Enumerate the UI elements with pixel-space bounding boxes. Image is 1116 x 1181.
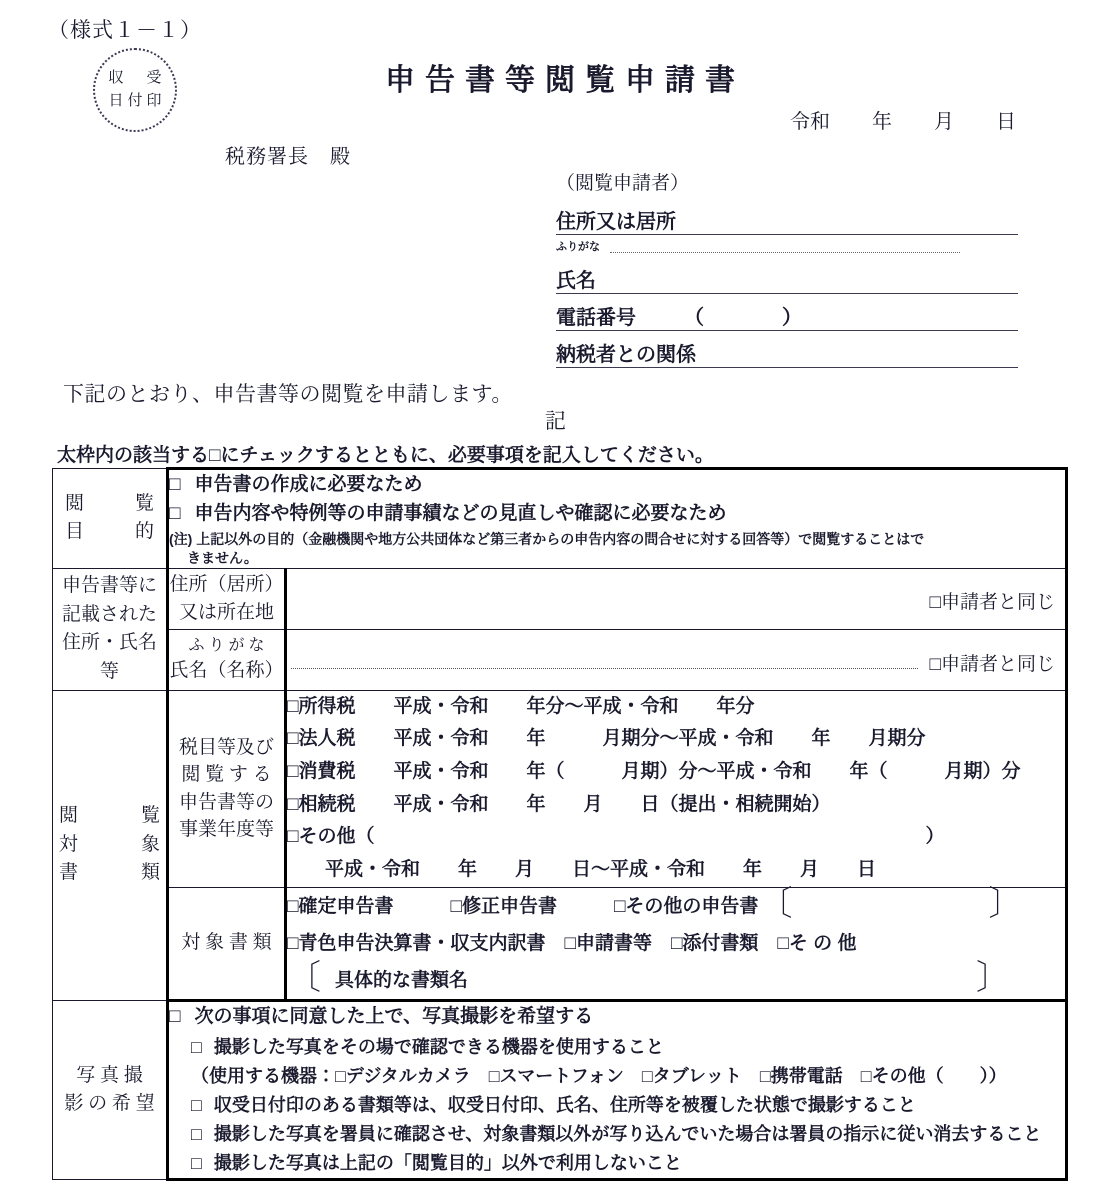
target-docs-label-cell [53,690,168,1000]
written-name-sublabel [168,629,286,690]
photo-label-cell [53,1000,168,1180]
photo-label-1: 写 真 撮 [76,1064,143,1086]
tax-row-other[interactable]: □その他（ ） [287,826,945,848]
applicant-tel-field[interactable] [556,294,1018,331]
bracket-close-icon: 〕 [988,884,1023,923]
bracket-open-icon: 〔 [287,958,321,997]
purpose-option-2-label: 申告内容や特例等の申請事績などの見直しや確認に必要なため [194,503,727,525]
checkbox-icon[interactable]: □ [169,1005,181,1027]
photo-label-2: 影 の 希 望 [64,1093,155,1115]
purpose-option-1[interactable] [169,470,1065,499]
note-mark: (注) [169,530,193,547]
taxkind-sublabel-4: 事業年度等 [178,819,274,841]
purpose-label-2: 覧 [134,492,154,514]
photo-sub-2-label: 収受日付印のある書類等は、収受日付印、氏名、住所等を被覆した状態で撮影すること [213,1094,916,1115]
written-label-4: 等 [99,660,119,682]
photo-options-cell[interactable] [168,1000,1067,1180]
table-row-written-name [53,629,1067,690]
applicant-address-label: 住所又は居所 [556,211,676,233]
tax-row-income[interactable]: □所得税 平成・令和 年分～平成・令和 年分 [287,695,755,717]
target-label-3: 対 [59,833,79,855]
written-label-1: 申告書等に [61,575,157,597]
photo-devices-line[interactable] [169,1062,1065,1091]
docs-sublabel-cell [168,887,286,1000]
taxkind-options-cell[interactable] [286,690,1067,887]
written-address-sublabel-1: 住所（居所） [169,574,284,596]
year-unit: 年 [872,111,892,133]
receipt-date-seal [93,48,177,132]
same-as-applicant-address[interactable]: □申請者と同じ [929,592,1055,614]
taxkind-sublabel-3: 申告書等の [178,791,274,813]
docs-sublabel-text: 対 象 書 類 [181,932,272,954]
tax-row-consumption[interactable]: □消費税 平成・令和 年（ 月期）分～平成・令和 年（ 月期）分 [287,761,1021,782]
written-label-2: 記載された [61,603,157,625]
docs-line-2[interactable]: □青色申告決算書・収支内訳書 □申請書等 □添付書類 □そ の 他 [287,932,857,954]
applicant-relation-field[interactable] [556,331,1018,368]
applicant-name-field[interactable] [556,257,1018,294]
photo-sub-1-label: 撮影した写真をその場で確認できる機器を使用すること [213,1036,664,1057]
photo-sub-option-4[interactable] [169,1149,1065,1178]
target-label-5: 書 [59,862,79,884]
applicant-address-field[interactable] [556,198,1018,235]
applicant-name-label: 氏名 [556,270,596,292]
purpose-label-4: 的 [134,521,154,543]
furigana-dotted-rule [610,251,960,253]
applicant-relation-label: 納税者との関係 [556,344,696,366]
applicant-furigana-label: ふりがな [556,241,600,253]
note-line-1: 上記以外の目的（金融機関や地方公共団体など第三者からの申告内容の問合せに対する回答等）で閲覧することはで [196,530,925,547]
photo-main-label: 次の事項に同意した上で、写真撮影を希望する [194,1005,594,1027]
table-row-purpose [53,469,1067,569]
applicant-block [556,168,1018,368]
purpose-label-3: 目 [65,521,85,543]
written-furigana-sublabel: ふ り が な [188,637,265,655]
addressee-label: 税務署長 殿 [225,146,351,168]
docs-line-1[interactable] [287,884,1065,925]
tel-paren-close: ） [782,307,802,329]
date-line [790,105,1016,134]
target-label-6: 類 [140,862,160,884]
written-info-label-cell [53,568,168,690]
photo-sub-option-2[interactable] [169,1091,1065,1120]
tel-paren-open: （ [684,307,704,329]
target-label-4: 象 [140,833,160,855]
table-row-photo [53,1000,1067,1180]
photo-sub-4-label: 撮影した写真は上記の「閲覧目的」以外で利用しないこと [213,1153,682,1174]
written-label-3: 住所・氏名 [61,632,157,654]
photo-devices-label: （使用する機器：□デジタルカメラ □スマートフォン □タブレット □携帯電話 □その他（ ）） [191,1065,1007,1086]
ki-marker: 記 [545,409,566,433]
same-as-applicant-name[interactable]: □申請者と同じ [929,654,1055,676]
day-unit: 日 [996,111,1016,133]
table-row-tax-kinds [53,690,1067,887]
tax-row-corporate[interactable]: □法人税 平成・令和 年 月期分～平成・令和 年 月期分 [287,728,926,750]
table-row-written-address [53,568,1067,629]
purpose-options-cell [168,469,1067,569]
bracket-close-icon: 〕 [976,958,1011,997]
checkbox-icon[interactable]: □ [191,1153,202,1174]
note-line-2: きません。 [187,549,258,566]
main-form-table [52,467,1068,1181]
taxkind-sublabel-1: 税目等及び [178,736,274,758]
bracket-open-icon: 〔 [758,884,793,923]
docs-line-3[interactable] [287,958,1065,999]
written-address-sublabel [168,568,286,629]
checkbox-icon[interactable]: □ [169,503,181,525]
taxkind-sublabel-2: 閲 覧 す る [181,764,272,786]
era-label: 令和 [790,111,830,133]
checkbox-icon[interactable]: □ [191,1036,202,1057]
tax-row-other-period[interactable]: 平成・令和 年 月 日～平成・令和 年 月 日 [287,859,877,881]
photo-sub-option-3[interactable] [169,1120,1065,1149]
written-furigana-dotted-rule [291,667,918,669]
checkbox-icon[interactable]: □ [191,1124,202,1145]
instruction-text: 太枠内の該当する□にチェックするとともに、必要事項を記入してください。 [57,445,714,466]
tax-row-inheritance[interactable]: □相続税 平成・令和 年 月 日（提出・相続開始） [287,793,831,815]
month-unit: 月 [934,111,954,133]
seal-line-2: 日付印 [108,93,166,109]
table-row-doc-types [53,887,1067,1000]
purpose-note [169,530,1065,568]
checkbox-icon[interactable]: □ [191,1094,202,1115]
application-statement: 下記のとおり、申告書等の閲覧を申請します。 [63,382,513,406]
purpose-label-1: 閲 [65,492,85,514]
form-code: （様式１－１） [48,18,202,42]
purpose-option-1-label: 申告書の作成に必要なため [194,474,423,495]
applicant-furigana-field[interactable] [556,235,1018,257]
applicant-caption: （閲覧申請者） [556,173,690,194]
purpose-label-cell [53,469,168,569]
written-address-value-cell[interactable] [286,568,1067,629]
photo-main-option[interactable] [169,1002,1065,1033]
target-label-2: 覧 [140,805,160,827]
taxkind-sublabel-cell [168,690,286,887]
written-name-value-cell[interactable] [286,629,1067,690]
docs-name-label: 具体的な書類名 [335,969,469,991]
written-name-sublabel-text: 氏名（名称） [169,660,284,682]
photo-sub-3-label: 撮影した写真を署員に確認させ、対象書類以外が写り込んでいた場合は署員の指示に従い消去すること [213,1124,1042,1145]
target-label-1: 閲 [59,805,79,827]
docs-options-cell[interactable] [286,884,1067,1000]
applicant-tel-label: 電話番号 [556,307,636,329]
purpose-option-2[interactable] [169,499,1065,528]
photo-sub-option-1[interactable] [169,1033,1065,1062]
page-title: 申告書等閲覧申請書 [385,64,745,97]
docs-line-1-label: □確定申告書 □修正申告書 □その他の申告書 [287,895,759,917]
seal-line-1: 収 受 [108,69,166,86]
written-address-sublabel-2: 又は所在地 [178,601,274,623]
checkbox-icon[interactable]: □ [169,474,181,495]
